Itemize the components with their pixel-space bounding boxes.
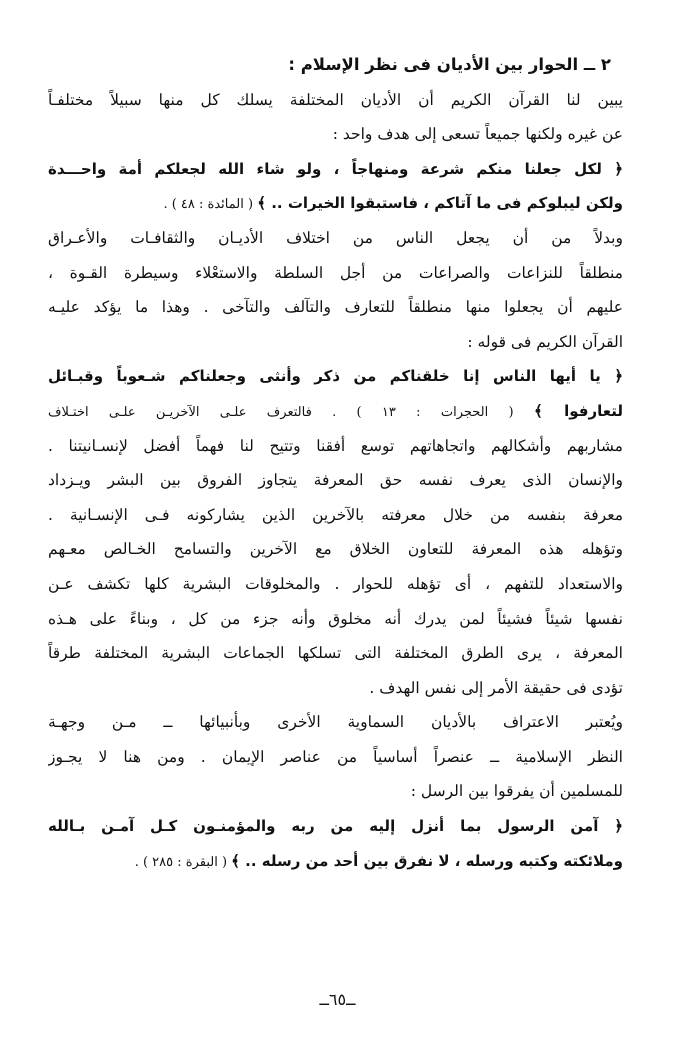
text-line [48, 671, 623, 706]
text-line [48, 705, 623, 740]
line-text: للمسلمين أن يفرقوا بين الرسل : [410, 782, 623, 801]
line-text: ﴿ لكل جعلنا منكم شرعة ومنهاجاً ، ولو شاء الله لجعلكم أمة واحـــدة [48, 159, 623, 178]
line-text: معرفة بنفسه من خلال معرفته بالآخرين الذين يشاركونه فـى الإنسـانية . [48, 505, 623, 524]
page-number: ــ٦٥ــ [319, 990, 356, 1009]
line-text: المعرفة ، يرى الطرق المختلفة التى تسلكها الجماعات البشرية المختلفة طرقاً [48, 644, 623, 663]
text-line [48, 256, 623, 291]
line-text: عن غيره ولكنها جميعاً تسعى إلى هدف واحد : [332, 125, 623, 144]
quran-verse-line [48, 394, 623, 429]
text-line [48, 83, 623, 118]
text-line [48, 117, 623, 152]
text-line [48, 498, 623, 533]
text-line [48, 532, 623, 567]
text-line [48, 602, 623, 637]
text-line [48, 567, 623, 602]
text-line [48, 463, 623, 498]
verse-reference: ( المائدة : ٤٨ ) . [163, 197, 258, 213]
section-heading: ٢ ــ الحوار بين الأديان فى نظر الإسلام : [288, 55, 611, 74]
text-line [48, 290, 623, 325]
line-text: تؤدى فى حقيقة الأمر إلى نفس الهدف . [369, 678, 623, 697]
text-line [48, 429, 623, 464]
line-text: ولكن ليبلوكم فى ما آتاكم ، فاستبقوا الخيرات .. ﴾ [257, 194, 623, 213]
line-text: لتعارفوا ﴾ [533, 401, 623, 420]
line-text: منطلقاً للنزاعات والصراعات من أجل السلطة والاستعْلاء وسيطرة القـوة ، [48, 263, 623, 282]
line-text: والاستعداد للتفهم ، أى تؤهله للحوار . والمخلوقات البشرية كلها تكشف عـن [48, 574, 623, 593]
quran-verse-line [48, 844, 623, 879]
quran-verse-line [48, 152, 623, 187]
quran-verse-line [48, 359, 623, 394]
line-text: يبين لنا القرآن الكريم أن الأديان المختلفة يسلك كل منها سبيلاً مختلفـاً [48, 90, 623, 109]
text-line [48, 636, 623, 671]
line-text: مشاربهم وأشكالهم واتجاهاتهم توسع أفقنا وتتيح لنا فهماً أفضل لإنسـانيتنا . [48, 436, 623, 455]
line-text: القرآن الكريم فى قوله : [467, 332, 623, 351]
verse-reference: ( الحجرات : ١٣ ) . فالتعرف علـى الآخريـن علـى اختـلاف [48, 404, 534, 420]
verse-reference: ( البقرة : ٢٨٥ ) . [134, 854, 232, 870]
text-line [48, 325, 623, 360]
text-line [48, 221, 623, 256]
line-text: ﴿ آمن الرسول بما أنزل إليه من ربه والمؤمنـون كـل آمـن بـالله [48, 817, 623, 836]
line-text: وتؤهله هذه المعرفة للتعاون الخلاق مع الآخرين والتسامح الخـالص معـهم [48, 540, 623, 559]
line-text: وملائكته وكتبه ورسله ، لا نفرق بين أحد من رسله .. ﴾ [231, 851, 623, 870]
document-page [48, 48, 623, 878]
text-line [48, 774, 623, 809]
quran-verse-line [48, 809, 623, 844]
line-text: النظر الإسلامية ــ عنصراً أساسياً من عناصر الإيمان . ومن هنا لا يجـوز [48, 747, 623, 766]
line-text: ﴿ يا أيها الناس إنا خلقناكم من ذكر وأنثى وجعلناكم شـعوباً وقبـائل [48, 367, 623, 386]
quran-verse-line [48, 186, 623, 221]
text-line [48, 740, 623, 775]
line-text: عليهم أن يجعلوا منها منطلقاً للتعارف والتآلف والتآخى . وهذا ما يؤكد عليـه [48, 298, 623, 317]
line-text: نفسها شيئاً فشيئاً لمن يدرك أنه مخلوق وأنه جزء من كل ، وبناءً على هـذه [48, 609, 623, 628]
line-text: وبدلاً من أن يجعل الناس من اختلاف الأديـان والثقافـات والأعـراق [48, 228, 623, 247]
line-text: والإنسان الذى يعرف نفسه حق المعرفة يتجاوز الفروق بين البشر ويـزداد [48, 471, 623, 490]
line-text: ويُعتبر الاعتراف بالأديان السماوية الأخرى وبأنبيائها ــ مـن وجهـة [48, 713, 623, 732]
body-text [48, 83, 623, 879]
